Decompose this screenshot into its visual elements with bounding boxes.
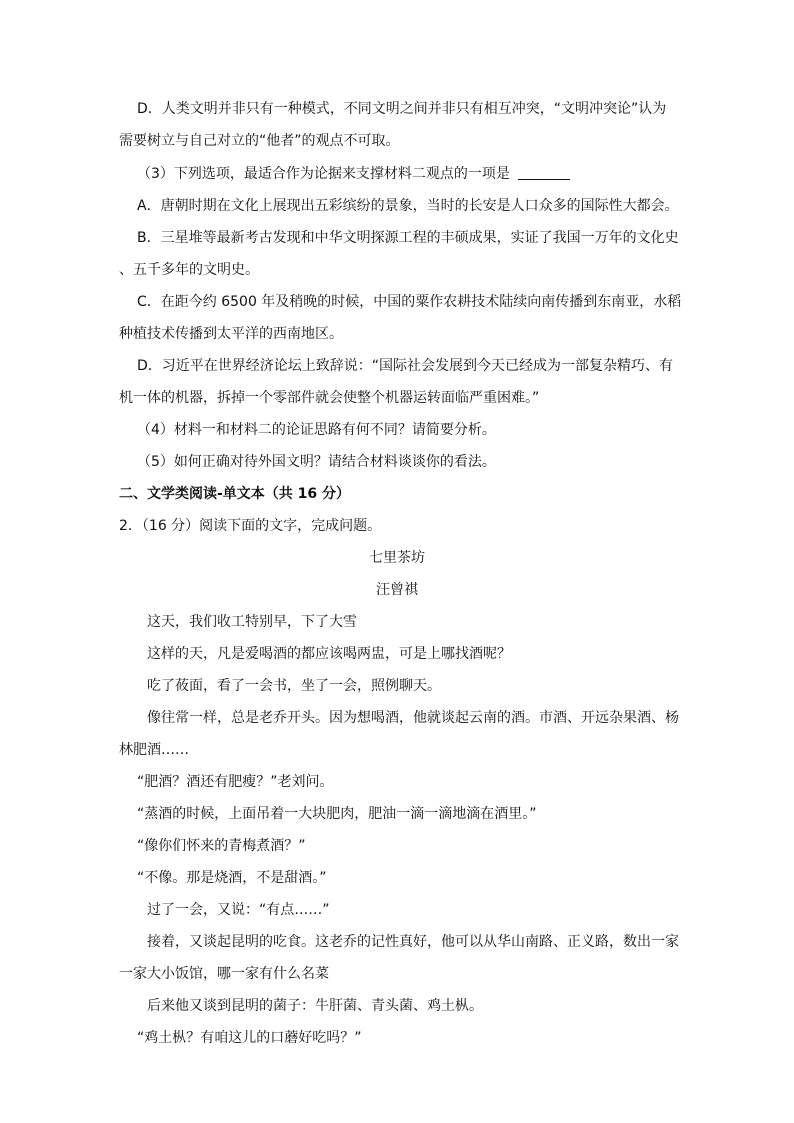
option-b-line-2: 、五千多年的文明史。 — [119, 262, 259, 278]
paragraph-6-line-2: 一家大小饭馆，哪一家有什么名菜 — [119, 966, 329, 982]
dialogue-5: “鸡土枞？有咱这儿的口蘑好吃吗？” — [137, 1030, 362, 1046]
option-d-line-2: 需要树立与自己对立的“他者”的观点不可取。 — [119, 133, 400, 149]
section-heading: 二、文学类阅读-单文本（共 16 分） — [119, 486, 351, 502]
option-a: A．唐朝时期在文化上展现出五彩缤纷的景象，当时的长安是人口众多的国际性大都会。 — [137, 198, 679, 214]
paragraph-7: 后来他又谈到昆明的菌子：牛肝菌、青头菌、鸡土枞。 — [147, 998, 483, 1014]
dialogue-4: “不像。那是烧酒，不是甜酒。” — [137, 870, 327, 886]
dialogue-1: “肥酒？酒还有肥瘦？”老刘问。 — [137, 774, 334, 790]
answer-blank — [518, 165, 570, 180]
question-3 — [137, 164, 570, 184]
paragraph-1: 这天，我们收工特别早，下了大雪 — [147, 614, 357, 630]
story-title: 七里茶坊 — [369, 550, 425, 566]
story-author: 汪曾祺 — [376, 582, 418, 598]
option-c-line-2: 种植技术传播到太平洋的西南地区。 — [119, 326, 343, 342]
paragraph-4-line-1: 像往常一样，总是老乔开头。因为想喝酒，他就谈起云南的酒。市酒、开远杂果酒、杨 — [147, 710, 679, 726]
option-b-line-1: B．三星堆等最新考古发现和中华文明探源工程的丰硕成果，实证了我国一万年的文化史 — [137, 230, 679, 246]
option-d-line-1: D．人类文明并非只有一种模式，不同文明之间并非只有相互冲突，“文明冲突论”认为 — [137, 101, 667, 117]
dialogue-3: “像你们怀来的青梅煮酒？” — [137, 838, 306, 854]
dialogue-2: “蒸酒的时候，上面吊着一大块肥肉，肥油一滴一滴地滴在酒里。” — [137, 806, 537, 822]
option-d2-line-2: 机一体的机器，拆掉一个零部件就会使整个机器运转面临严重困难。” — [119, 390, 540, 406]
question-5: （5）如何正确对待外国文明？请结合材料谈谈你的看法。 — [137, 454, 496, 470]
paragraph-5: 过了一会，又说：“有点……” — [147, 902, 330, 918]
question-3-text: （3）下列选项，最适合作为论据来支撑材料二观点的一项是 — [137, 166, 510, 182]
paragraph-4-line-2: 林肥酒…… — [119, 742, 189, 758]
paragraph-6-line-1: 接着，又谈起昆明的吃食。这老乔的记性真好，他可以从华山南路、正义路，数出一家 — [147, 934, 679, 950]
paragraph-2: 这样的天，凡是爱喝酒的都应该喝两盅，可是上哪找酒呢？ — [147, 646, 511, 662]
question-4: （4）材料一和材料二的论证思路有何不同？请简要分析。 — [137, 422, 496, 438]
question-2-intro: 2．（16 分）阅读下面的文字，完成问题。 — [119, 518, 382, 534]
paragraph-3: 吃了莜面，看了一会书，坐了一会，照例聊天。 — [147, 678, 441, 694]
option-d2-line-1: D．习近平在世界经济论坛上致辞说：“国际社会发展到今天已经成为一部复杂精巧、有 — [137, 358, 674, 374]
option-c-line-1: C．在距今约 6500 年及稍晚的时候，中国的粟作农耕技术陆续向南传播到东南亚，水稻 — [137, 294, 682, 310]
